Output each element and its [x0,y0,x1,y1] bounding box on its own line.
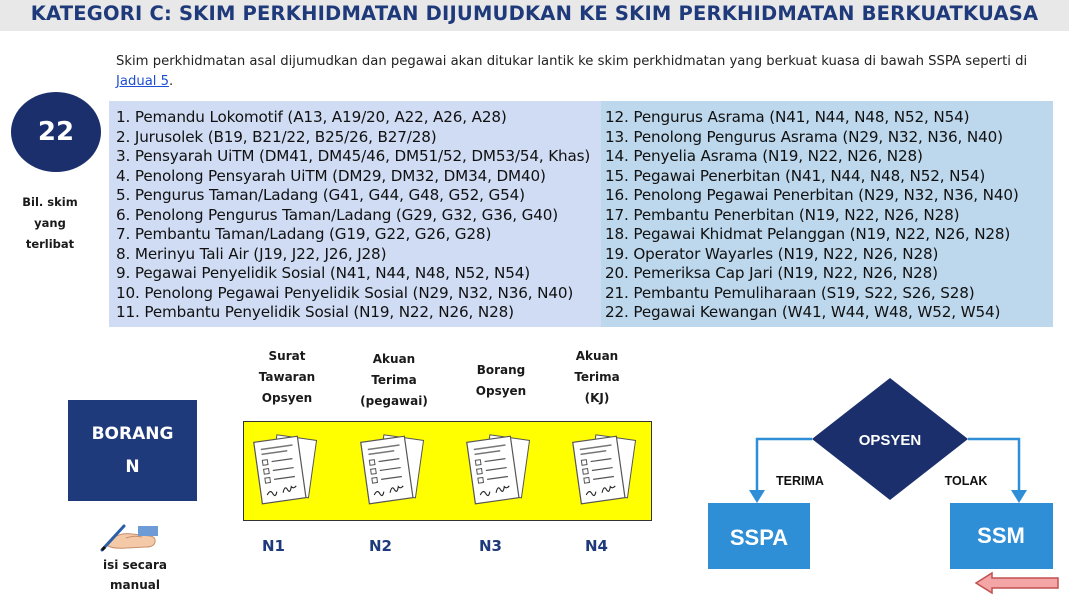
scheme-list-right [601,101,1053,327]
doc-code-n2: N2 [369,537,392,555]
scheme-item: 4. Penolong Pensyarah UiTM (DM29, DM32, DM34, DM40) [116,166,546,185]
writing-hand-icon [98,520,162,554]
scheme-item: 8. Merinyu Tali Air (J19, J22, J26, J28) [116,244,387,263]
scheme-item: 16. Penolong Pegawai Penerbitan (N29, N32, N36, N40) [605,186,1019,204]
scheme-item: 6. Penolong Pengurus Taman/Ladang (G29, G32, G36, G40) [116,205,559,224]
doc-heading-n2: Akuan Terima (pegawai) [360,352,428,408]
back-arrow-icon [976,573,1058,593]
option-flowchart [700,370,1069,597]
doc-heading-n1: Surat Tawaran Opsyen [258,349,316,405]
jadual-5-link[interactable]: Jadual 5 [116,74,170,89]
scheme-item: 2. Jurusolek (B19, B21/22, B25/26, B27/28) [116,127,437,146]
manual-fill-note: isi secara manual [102,558,168,592]
no-label: TOLAK [944,474,988,488]
page-title: KATEGORI C: SKIM PERKHIDMATAN DIJUMUDKAN KE SKIM PERKHIDMATAN BERKUATKUASA [30,2,1039,25]
yes-label: TERIMA [776,474,824,488]
ssm-label: SSM [977,523,1025,548]
arrowhead-no [1011,490,1027,503]
document-icon [357,431,427,507]
scheme-list-left [109,101,601,327]
document-icon [569,431,639,507]
scheme-item: 11. Pembantu Penyelidik Sosial (N19, N22, N26, N28) [116,303,514,321]
doc-heading-n4: Akuan Terima (KJ) [574,349,620,405]
scheme-count-badge: 22 [11,92,101,172]
scheme-item: 18. Pegawai Khidmat Pelanggan (N19, N22, N26, N28) [605,225,1011,243]
borang-n-box: BORANG N [68,400,197,501]
scheme-count-label: Bil. skim yang terlibat [22,195,78,251]
decision-label: OPSYEN [858,432,922,449]
scheme-item: 15. Pegawai Penerbitan (N41, N44, N48, N52, N54) [605,166,986,185]
scheme-item: 9. Pegawai Penyelidik Sosial (N41, N44, N48, N52, N54) [116,264,531,282]
scheme-item: 14. Penyelia Asrama (N19, N22, N26, N28) [605,147,923,165]
scheme-item: 22. Pegawai Kewangan (W41, W44, W48, W52, W54) [605,303,1001,321]
doc-heading-n3: Borang Opsyen [475,363,527,398]
scheme-item: 17. Pembantu Penerbitan (N19, N22, N26, N28) [605,205,960,224]
scheme-item: 21. Pembantu Pemuliharaan (S19, S22, S26, S28) [605,283,975,302]
document-icon [250,431,320,507]
scheme-item: 7. Pembantu Taman/Ladang (G19, G22, G26, G28) [116,225,492,243]
intro-text: Skim perkhidmatan asal dijumudkan dan pegawai akan ditukar lantik ke skim perkhidmatan yang berkuat kuasa di bawah SSPA seperti di Jadual 5. [116,54,1028,89]
doc-code-n3: N3 [479,537,502,555]
sspa-label: SSPA [729,525,789,550]
scheme-item: 10. Penolong Pegawai Penyelidik Sosial (N29, N32, N36, N40) [116,283,574,302]
scheme-item: 19. Operator Wayarles (N19, N22, N26, N28) [605,244,939,263]
scheme-item: 13. Penolong Pengurus Asrama (N29, N32, N36, N40) [605,127,1003,146]
scheme-item: 12. Pengurus Asrama (N41, N44, N48, N52, N54) [605,108,970,126]
doc-code-n1: N1 [262,537,285,555]
document-icon [463,431,533,507]
scheme-item: 20. Pemeriksa Cap Jari (N19, N22, N26, N28) [605,264,938,282]
scheme-item: 5. Pengurus Taman/Ladang (G41, G44, G48, G52, G54) [116,186,525,204]
scheme-item: 1. Pemandu Lokomotif (A13, A19/20, A22, A26, A28) [116,108,507,126]
scheme-item: 3. Pensyarah UiTM (DM41, DM45/46, DM51/52, DM53/54, Khas) [116,147,591,165]
doc-code-n4: N4 [585,537,608,555]
arrowhead-yes [749,490,765,503]
